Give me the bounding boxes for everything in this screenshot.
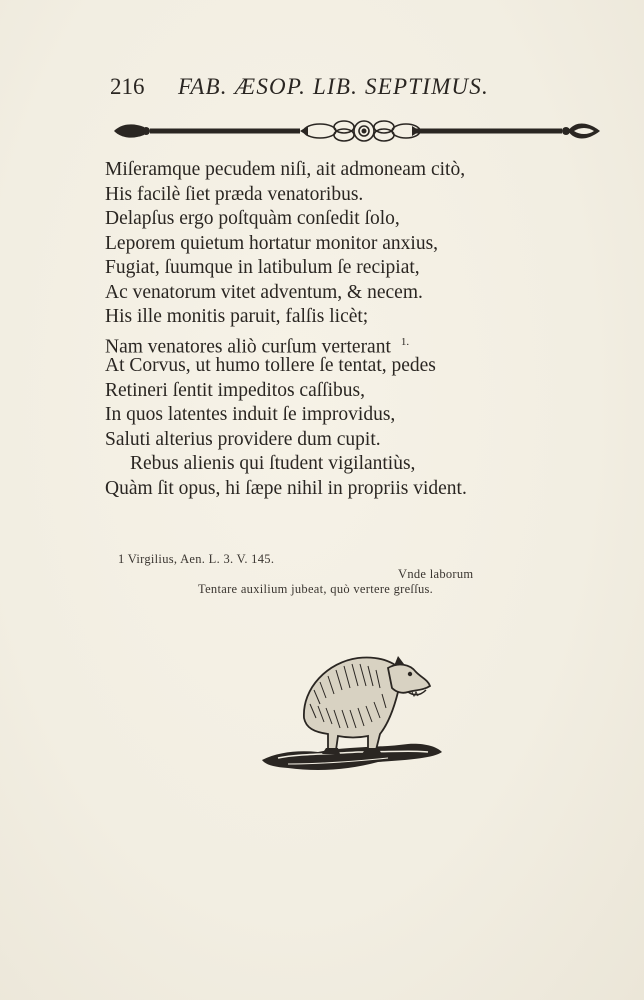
verse-text — [105, 158, 565, 501]
moral-line: Quàm ſit opus, hi ſæpe nihil in propriis vident. — [105, 477, 467, 499]
verse-line: Miſeramque pecudem niſi, ait admoneam citò, — [105, 159, 466, 180]
page-number: 216 — [110, 74, 145, 99]
footnote-source: 1 Virgilius, Aen. L. 3. V. 145. — [118, 552, 275, 566]
verse-line-text: Nam venatores aliò curſum verterant — [105, 336, 391, 357]
footnote-quote-line: Vnde laborum — [398, 567, 474, 581]
verse-line: At Corvus, ut humo tollere ſe tentat, pedes — [105, 355, 436, 376]
verse-line: His facilè ſiet præda venatoribus. — [105, 183, 364, 205]
animal-woodcut-illustration — [258, 648, 448, 784]
ornament-rule — [112, 114, 602, 148]
verse-line: Retineri ſentit impeditos caſſibus, — [105, 379, 365, 401]
page-header — [110, 74, 540, 104]
verse-line: Ac venatorum vitet adventum, & necem. — [105, 281, 423, 303]
verse-line: Saluti alterius providere dum cupit. — [105, 428, 381, 450]
verse-line: Delapſus ergo poſtquàm conſedit ſolo, — [105, 208, 400, 229]
verse-line: Leporem quietum hortatur monitor anxius, — [105, 232, 439, 254]
running-head: FAB. ÆSOP. LIB. SEPTIMUS. — [178, 74, 489, 99]
verse-line: Fugiat, ſuumque in latibulum ſe recipiat, — [105, 257, 420, 278]
verse-line: His ille monitis paruit, falſis licèt; — [105, 306, 369, 327]
verse-line: In quos latentes induit ſe improvidus, — [105, 404, 396, 425]
verse-line-with-note — [105, 330, 565, 355]
moral-line: Rebus alienis qui ſtudent vigilantiùs, — [130, 453, 416, 474]
footnote-quote-line: Tentare auxilium jubeat, quò vertere greſſus. — [198, 582, 434, 596]
footnote-reference: 1. — [400, 335, 410, 348]
footnote — [118, 552, 538, 602]
